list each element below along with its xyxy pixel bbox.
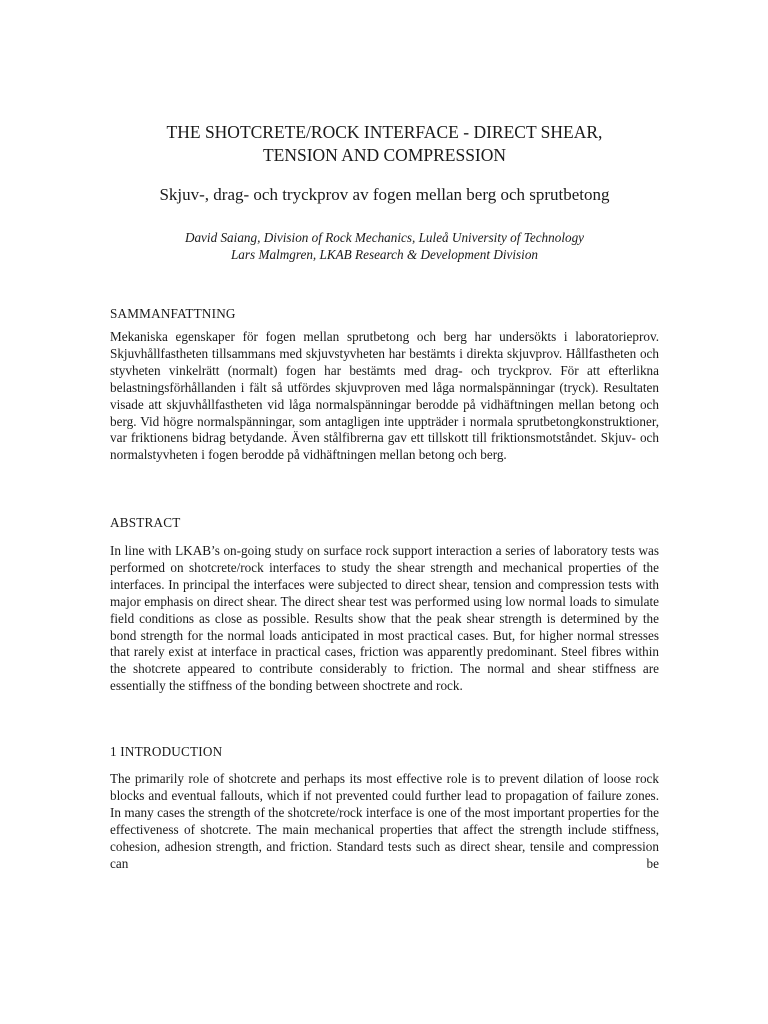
abstract-heading: ABSTRACT <box>110 515 181 530</box>
introduction-heading: 1 INTRODUCTION <box>110 744 223 759</box>
author-line-1: David Saiang, Division of Rock Mechanics, Luleå University of Technology <box>184 230 585 245</box>
paper-title-line-1: THE SHOTCRETE/ROCK INTERFACE - DIRECT SHEAR, <box>166 122 603 142</box>
abstract-body: In line with LKAB’s on-going study on surface rock support interaction a series of laboratory tests was performed on shotcrete/rock interfaces to study the shear strength and mechanical properties of the interfaces. In principal the interfaces were subjected to direct shear, tension and compression tests with major emphasis on direct shear. The direct shear test was performed using low normal loads to simulate field conditions as close as possible. Results show that the peak shear strength is determined by the bond strength for the normal loads anticipated in most practical cases. But, for higher normal stresses that rarely exist at interface in practical cases, friction was apparently predominant. Steel fibres within the shotcrete appeared to contribute considerably to friction. The normal and shear stiffness are essentially the stiffness of the bonding between shoctrete and rock. <box>110 543 659 694</box>
introduction-body: The primarily role of shotcrete and perhaps its most effective role is to prevent dilation of loose rock blocks and eventual fallouts, which if not prevented could further lead to propagation of failure zones. In many cases the strength of the shotcrete/rock interface is one of the most important properties for the effectiveness of shotcrete. The main mechanical properties that affect the strength include stiffness, cohesion, adhesion strength, and friction. Standard tests such as direct shear, tensile and compression can be <box>110 771 659 871</box>
author-line-2: Lars Malmgren, LKAB Research & Development Division <box>230 247 539 262</box>
author-block <box>110 229 659 263</box>
sammanfattning-heading: SAMMANFATTNING <box>110 306 236 321</box>
paper-title-line-2: TENSION AND COMPRESSION <box>262 145 507 165</box>
paper-subtitle: Skjuv-, drag- och tryckprov av fogen mellan berg och sprutbetong <box>159 185 610 204</box>
sammanfattning-body: Mekaniska egenskaper för fogen mellan sprutbetong och berg har undersökts i laboratorieprov. Skjuvhållfastheten tillsammans med skjuvstyvheten har bestämts i direkta skjuvprov. Hållfastheten och styvheten vinkelrätt (normalt) fogen har bestämts med drag- och tryckprov. För att efterlikna belastningsförhållanden i fält så utfördes skjuvproven med låga normalspänningar (tryck). Resultaten visade att skjuvhållfastheten vid låga normalspänningar berodde på vidhäftningen mellan betong och berg. Vid högre normalspänningar, som antagligen inte uppträder i normala sprutbetongkonstruktioner, var friktionens bidrag betydande. Även stålfibrerna gav ett tillskott till friktionsmotståndet. Skjuv- och normalstyvheten i fogen berodde på vidhäftningen mellan betong och berg. <box>110 329 659 463</box>
paper-title <box>110 121 659 167</box>
